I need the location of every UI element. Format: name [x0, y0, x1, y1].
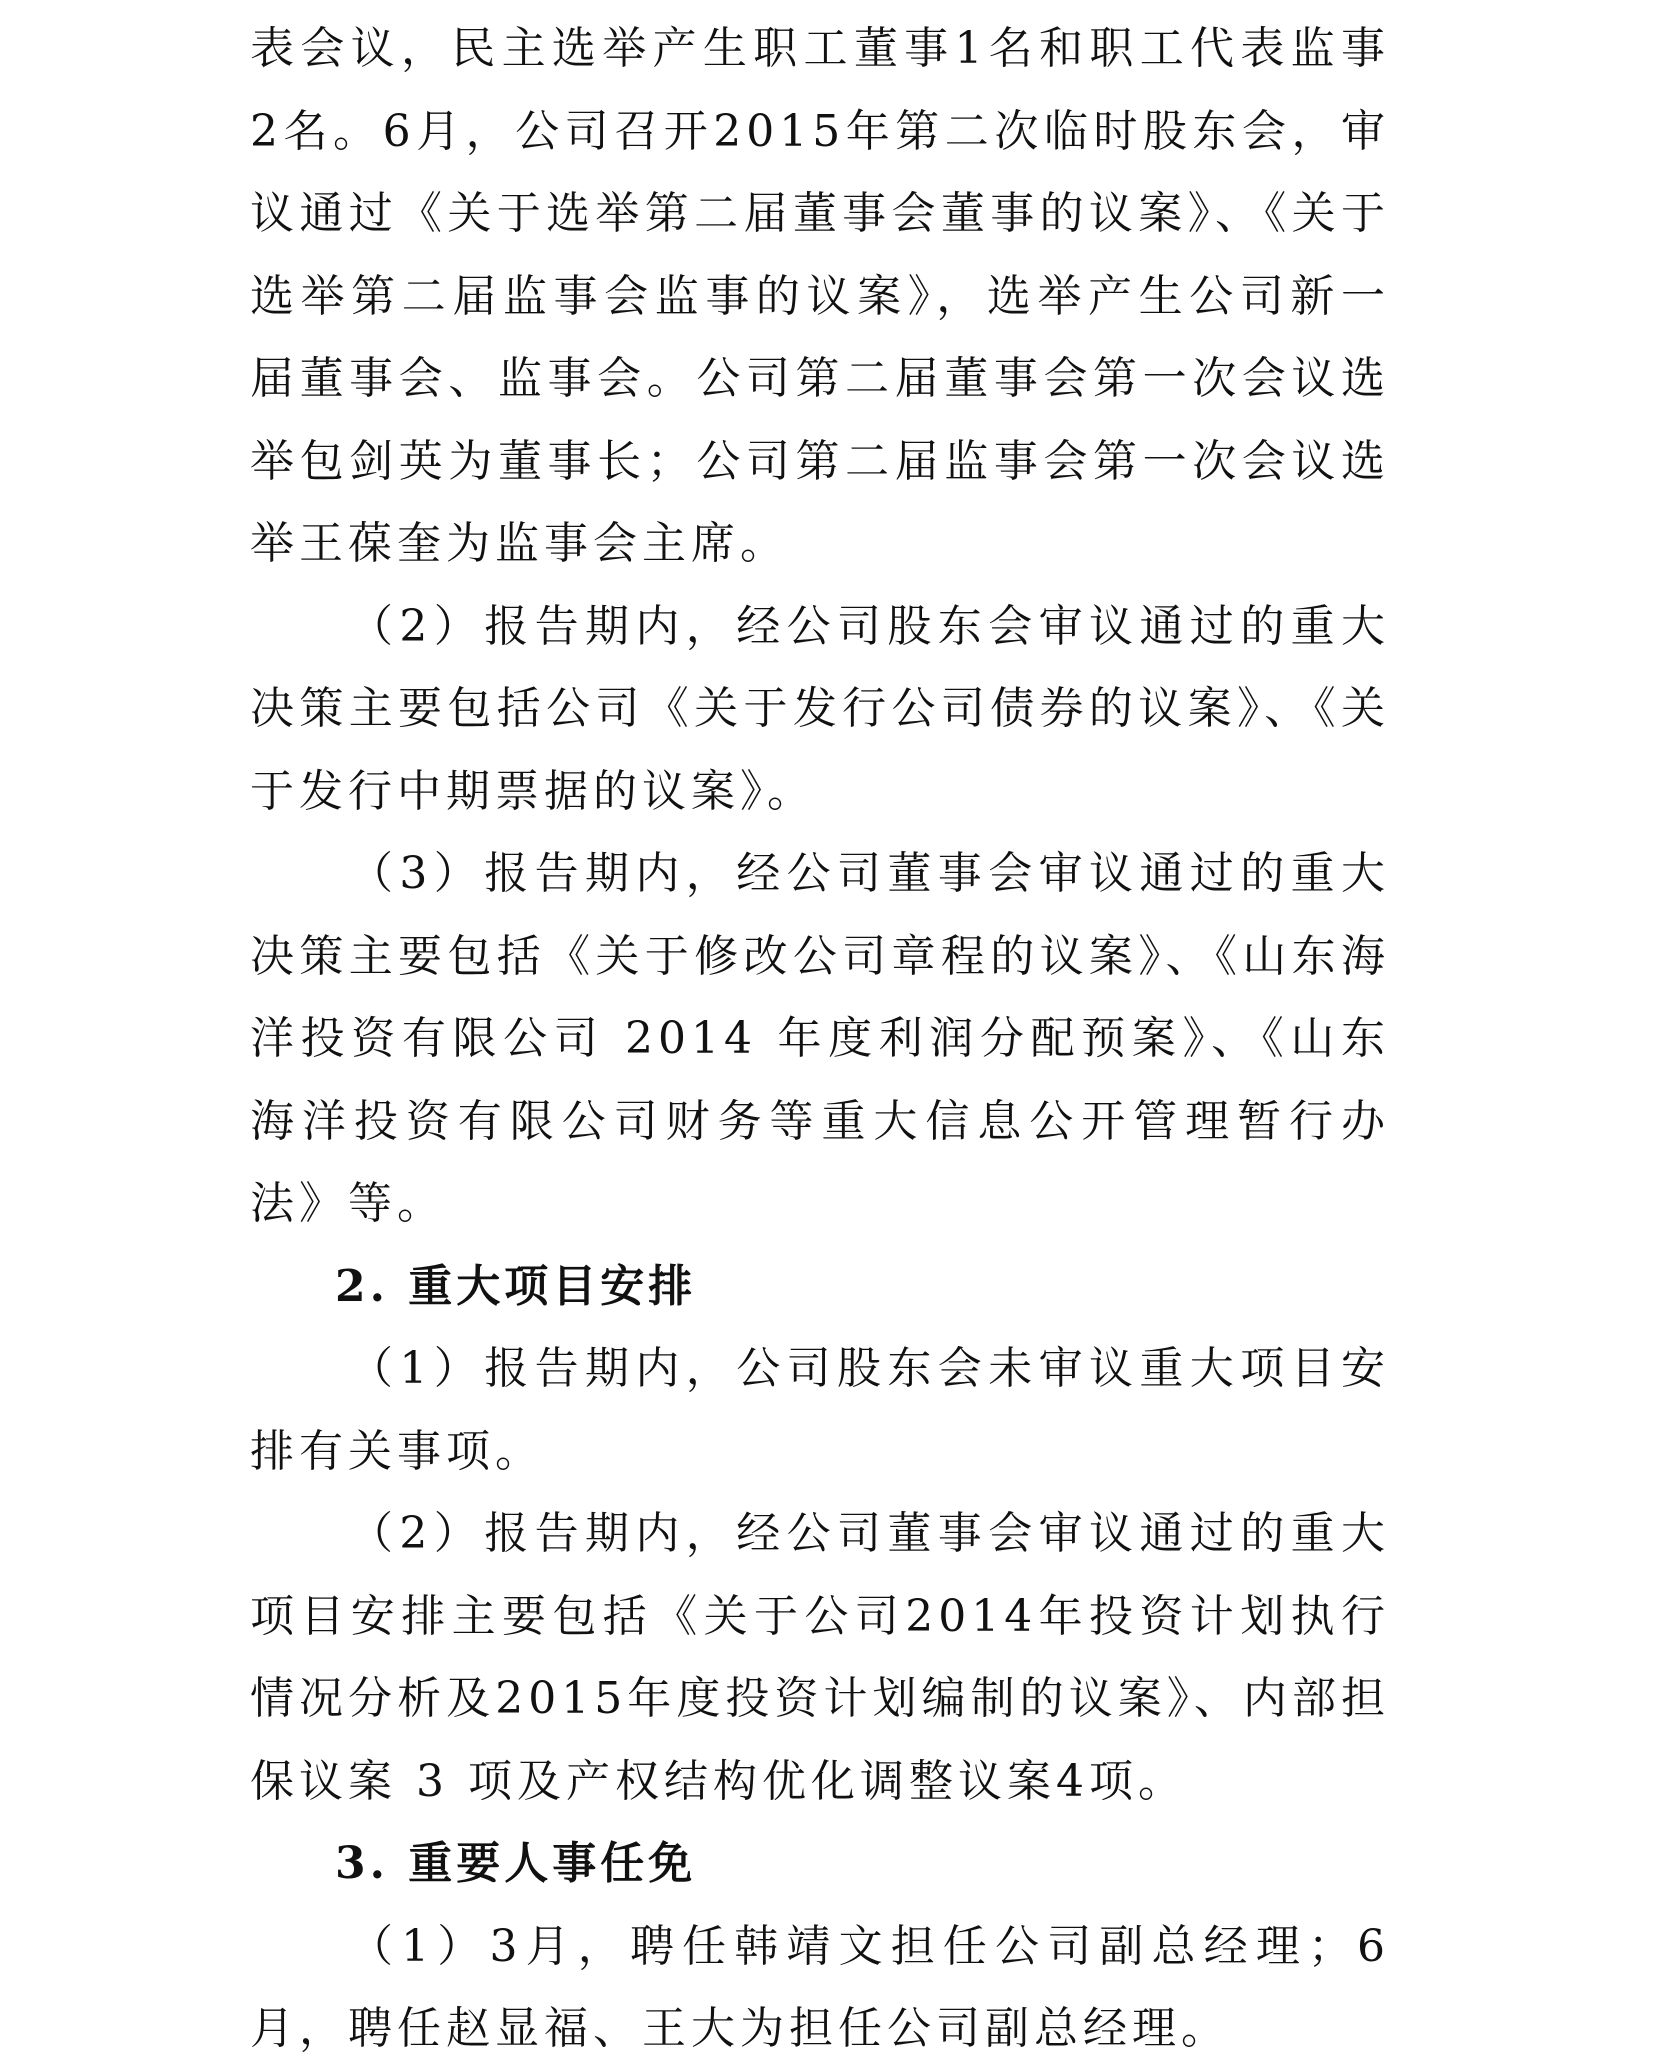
paragraph-shareholder-decisions: （2）报告期内，经公司股东会审议通过的重大决策主要包括公司《关于发行公司债券的议案》、《关于发行中期票据的议案》。: [250, 600, 1390, 817]
section-heading-major-projects: 2. 重大项目安排: [335, 1260, 697, 1312]
paragraph-continuation: 表会议，民主选举产生职工董事1名和职工代表监事2名。6月，公司召开2015年第二次临时股东会，审议通过《关于选举第二届董事会董事的议案》、《关于选举第二届监事会监事的议案》，选举产生公司新一届董事会、监事会。公司第二届董事会第一次会议选举包剑英为董事长；公司第二届监事会第一次会议选举王葆奎为监事会主席。: [250, 23, 1390, 569]
paragraph-appointments: （1）3月，聘任韩靖文担任公司副总经理；6月，聘任赵显福、王大为担任公司副总经理。: [250, 1920, 1390, 2054]
paragraph-board-decisions: （3）报告期内，经公司董事会审议通过的重大决策主要包括《关于修改公司章程的议案》、《山东海洋投资有限公司 2014 年度利润分配预案》、《山东海洋投资有限公司财务等重大信息公开管理暂行办法》等。: [250, 848, 1390, 1229]
document-body: [250, 8, 1390, 2071]
paragraph-board-projects: （2）报告期内，经公司董事会审议通过的重大项目安排主要包括《关于公司2014年投资计划执行情况分析及2015年度投资计划编制的议案》、内部担保议案 3 项及产权结构优化调整议案4项。: [250, 1508, 1390, 1807]
section-heading-personnel: 3. 重要人事任免: [335, 1838, 697, 1889]
paragraph-shareholder-projects: （1）报告期内，公司股东会未审议重大项目安排有关事项。: [250, 1343, 1390, 1477]
